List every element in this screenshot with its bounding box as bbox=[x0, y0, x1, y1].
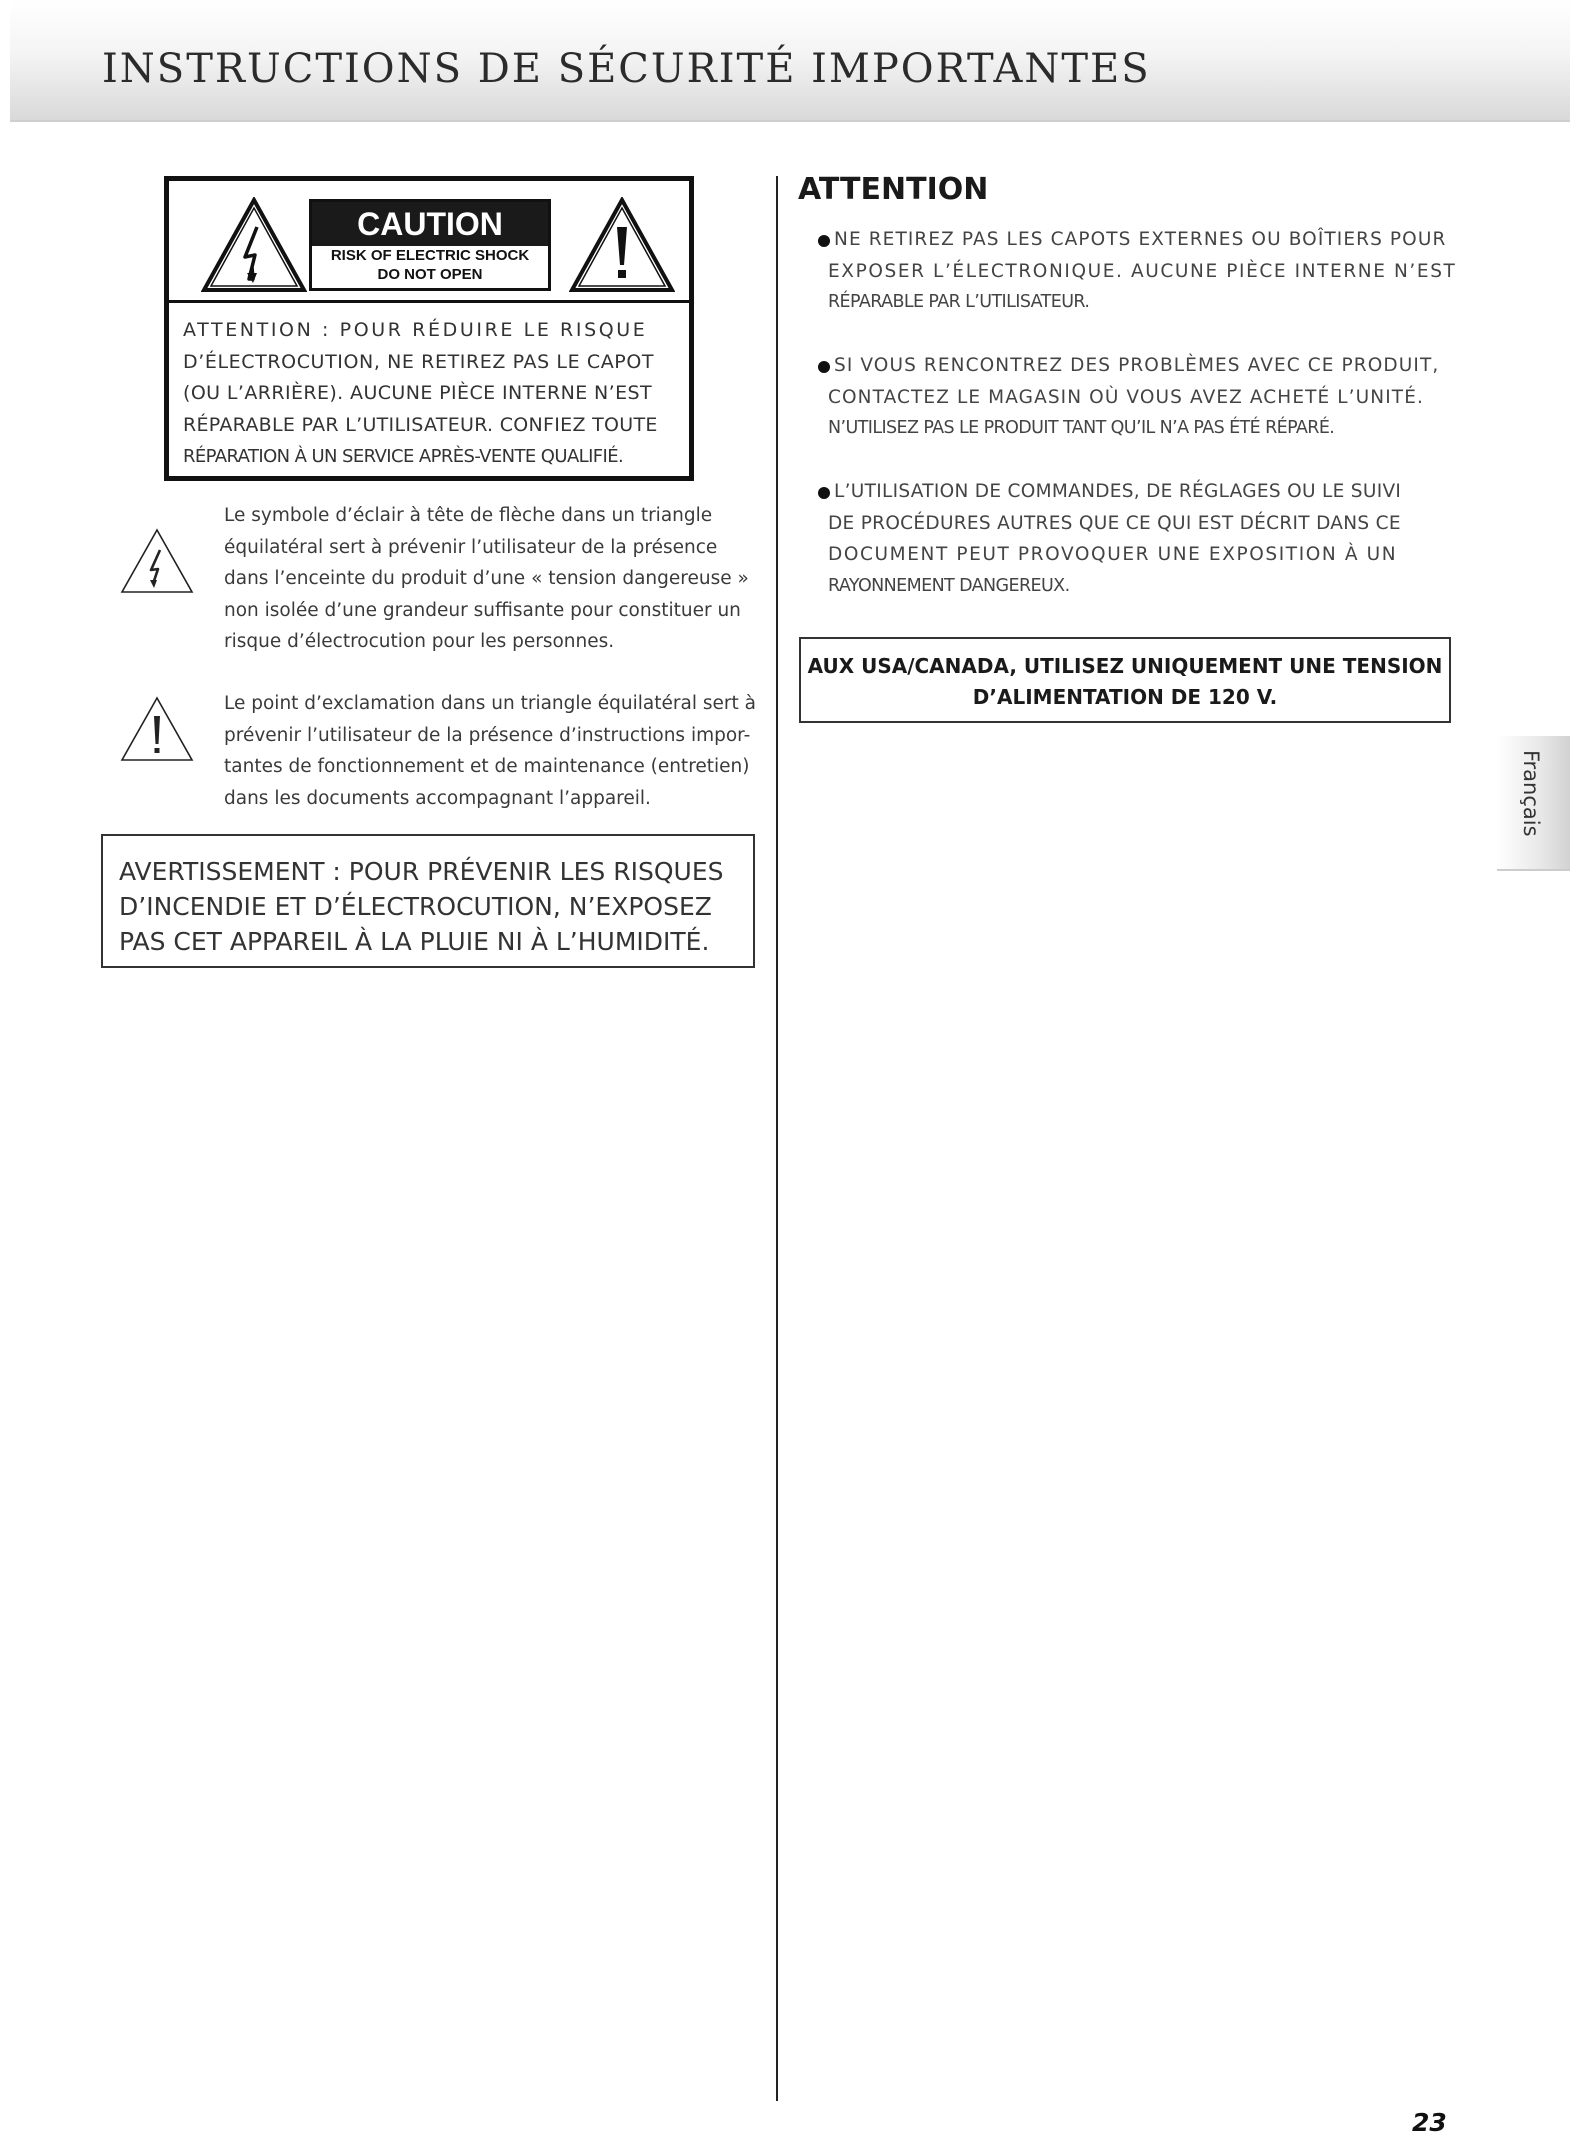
symbol-text-line: prévenir l’utilisateur de la présence d’instructions impor- bbox=[224, 724, 751, 746]
bullet-text bbox=[828, 476, 1468, 602]
voltage-notice-box bbox=[799, 637, 1451, 723]
symbol-text-line: dans l’enceinte du produit d’une « tension dangereuse » bbox=[224, 568, 749, 589]
symbol-text-line: équilatéral sert à prévenir l’utilisateur de la présence bbox=[224, 536, 718, 558]
caution-text-line: RÉPARABLE PAR L’UTILISATEUR. CONFIEZ TOUTE bbox=[183, 413, 658, 436]
attention-heading: ATTENTION bbox=[798, 172, 989, 207]
symbol-text-line: risque d’électrocution pour les personnes. bbox=[224, 631, 615, 652]
warning-box bbox=[101, 834, 755, 968]
bullet-line: CONTACTEZ LE MAGASIN OÙ VOUS AVEZ ACHETÉ L’UNITÉ. bbox=[828, 386, 1424, 408]
bullet-text bbox=[828, 224, 1468, 319]
exclamation-symbol-explanation bbox=[120, 688, 760, 828]
lightning-symbol-explanation bbox=[120, 500, 760, 670]
voltage-notice-line: D’ALIMENTATION DE 120 V. bbox=[972, 685, 1278, 709]
caution-sign bbox=[309, 199, 551, 291]
caution-line-1: RISK OF ELECTRIC SHOCK bbox=[330, 247, 530, 264]
bullet-line: RÉPARABLE PAR L’UTILISATEUR. bbox=[828, 292, 1090, 312]
caution-line-2: DO NOT OPEN bbox=[377, 266, 483, 283]
bullet-line: N’UTILISEZ PAS LE PRODUIT TANT QU’IL N’A PAS ÉTÉ RÉPARÉ. bbox=[828, 418, 1335, 438]
lightning-triangle-icon bbox=[120, 528, 194, 594]
bullet-line: DOCUMENT PEUT PROVOQUER UNE EXPOSITION À UN bbox=[828, 544, 1398, 565]
exclamation-triangle-icon bbox=[120, 696, 194, 762]
bullet-line: EXPOSER L’ÉLECTRONIQUE. AUCUNE PIÈCE INTERNE N’EST bbox=[828, 260, 1457, 282]
bullet-text bbox=[828, 350, 1468, 445]
page-title: INSTRUCTIONS DE SÉCURITÉ IMPORTANTES bbox=[102, 46, 1151, 92]
bullet-line: DE PROCÉDURES AUTRES QUE CE QUI EST DÉCRIT DANS CE bbox=[828, 512, 1401, 534]
symbol-text-line: non isolée d’une grandeur suffisante pour constituer un bbox=[224, 599, 741, 621]
bullet-line: NE RETIREZ PAS LES CAPOTS EXTERNES OU BOÎTIERS POUR bbox=[834, 229, 1447, 250]
column-divider bbox=[776, 176, 778, 2101]
caution-text-line: RÉPARATION À UN SERVICE APRÈS-VENTE QUALIFIÉ. bbox=[183, 446, 624, 467]
voltage-notice-line: AUX USA/CANADA, UTILISEZ UNIQUEMENT UNE TENSION bbox=[807, 654, 1443, 678]
warning-line: AVERTISSEMENT : POUR PRÉVENIR LES RISQUES bbox=[119, 857, 724, 886]
warning-line: D’INCENDIE ET D’ÉLECTROCUTION, N’EXPOSEZ bbox=[119, 892, 712, 921]
lightning-symbol-text bbox=[224, 500, 764, 658]
caution-text-line: D’ÉLECTROCUTION, NE RETIREZ PAS LE CAPOT bbox=[183, 350, 655, 373]
language-tab bbox=[1497, 736, 1570, 871]
bullet-line: RAYONNEMENT DANGEREUX. bbox=[828, 575, 1070, 596]
exclamation-symbol-text bbox=[224, 688, 764, 814]
caution-text-line: (OU L’ARRIÈRE). AUCUNE PIÈCE INTERNE N’EST bbox=[183, 382, 652, 404]
language-tab-label: Français bbox=[1519, 750, 1543, 837]
bullet-line: SI VOUS RENCONTREZ DES PROBLÈMES AVEC CE PRODUIT, bbox=[834, 355, 1440, 376]
caution-text bbox=[183, 315, 683, 473]
symbol-text-line: dans les documents accompagnant l’appareil. bbox=[224, 787, 651, 809]
symbol-text-line: tantes de fonctionnement et de maintenance (entretien) bbox=[224, 756, 750, 777]
symbol-text-line: Le point d’exclamation dans un triangle équilatéral sert à bbox=[224, 693, 756, 714]
caution-label-graphic bbox=[169, 181, 689, 303]
caution-heading: CAUTION bbox=[312, 202, 548, 246]
caution-text-line: ATTENTION : POUR RÉDUIRE LE RISQUE bbox=[183, 319, 648, 341]
bullet-line: L’UTILISATION DE COMMANDES, DE RÉGLAGES OU LE SUIVI bbox=[834, 481, 1402, 502]
page-header bbox=[10, 0, 1570, 122]
caution-label-box bbox=[164, 176, 694, 481]
symbol-text-line: Le symbole d’éclair à tête de flèche dans un triangle bbox=[224, 505, 713, 526]
warning-line: PAS CET APPAREIL À LA PLUIE NI À L’HUMIDITÉ. bbox=[119, 927, 710, 956]
lightning-triangle-icon bbox=[201, 197, 307, 293]
page-number: 23 bbox=[1412, 2108, 1447, 2137]
exclamation-triangle-icon bbox=[569, 197, 675, 293]
